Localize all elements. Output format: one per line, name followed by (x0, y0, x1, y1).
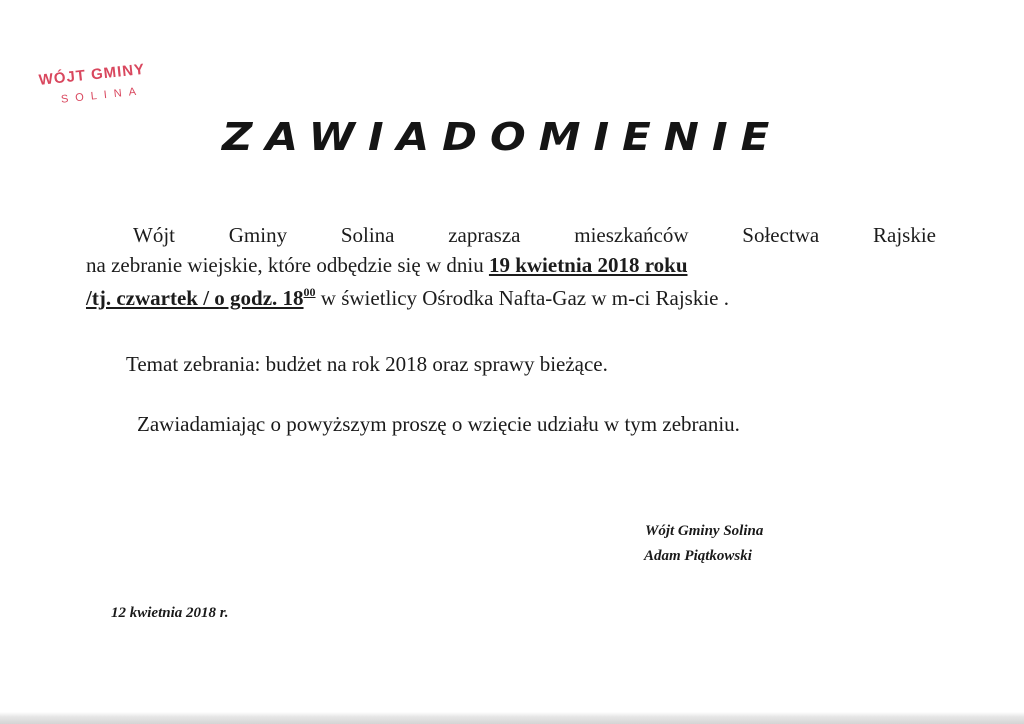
meeting-day-time: /tj. czwartek / o godz. 18 (86, 286, 304, 310)
meeting-date: 19 kwietnia 2018 roku (488, 253, 688, 277)
meeting-topic: Temat zebrania: budżet na rok 2018 oraz sprawy bieżące. (126, 352, 608, 376)
body-line-1: Wójt Gminy Solina zaprasza mieszkańców Sołectwa Rajskie (133, 223, 936, 247)
signature-title: Wójt Gminy Solina (645, 523, 764, 539)
stamp-line-commune: SOLINA (60, 85, 144, 106)
official-stamp (38, 57, 184, 131)
issue-date: 12 kwietnia 2018 r. (111, 605, 229, 621)
body-line-2-text: na zebranie wiejskie, które odbędzie się w dniu (86, 253, 489, 277)
body-line-3 (86, 285, 729, 311)
stamp-line-office: WÓJT GMINY (38, 60, 146, 89)
meeting-time-minutes: 00 (303, 285, 316, 299)
signature-name: Adam Piątkowski (644, 548, 752, 564)
closing-sentence: Zawiadamiając o powyższym proszę o wzięcie udziału w tym zebraniu. (137, 412, 740, 436)
scan-bottom-edge (0, 712, 1024, 724)
meeting-location: w świetlicy Ośrodka Nafta-Gaz w m-ci Rajskie . (315, 286, 729, 310)
body-line-2 (86, 253, 938, 278)
document-title: ZAWIADOMIENIE (222, 114, 783, 160)
